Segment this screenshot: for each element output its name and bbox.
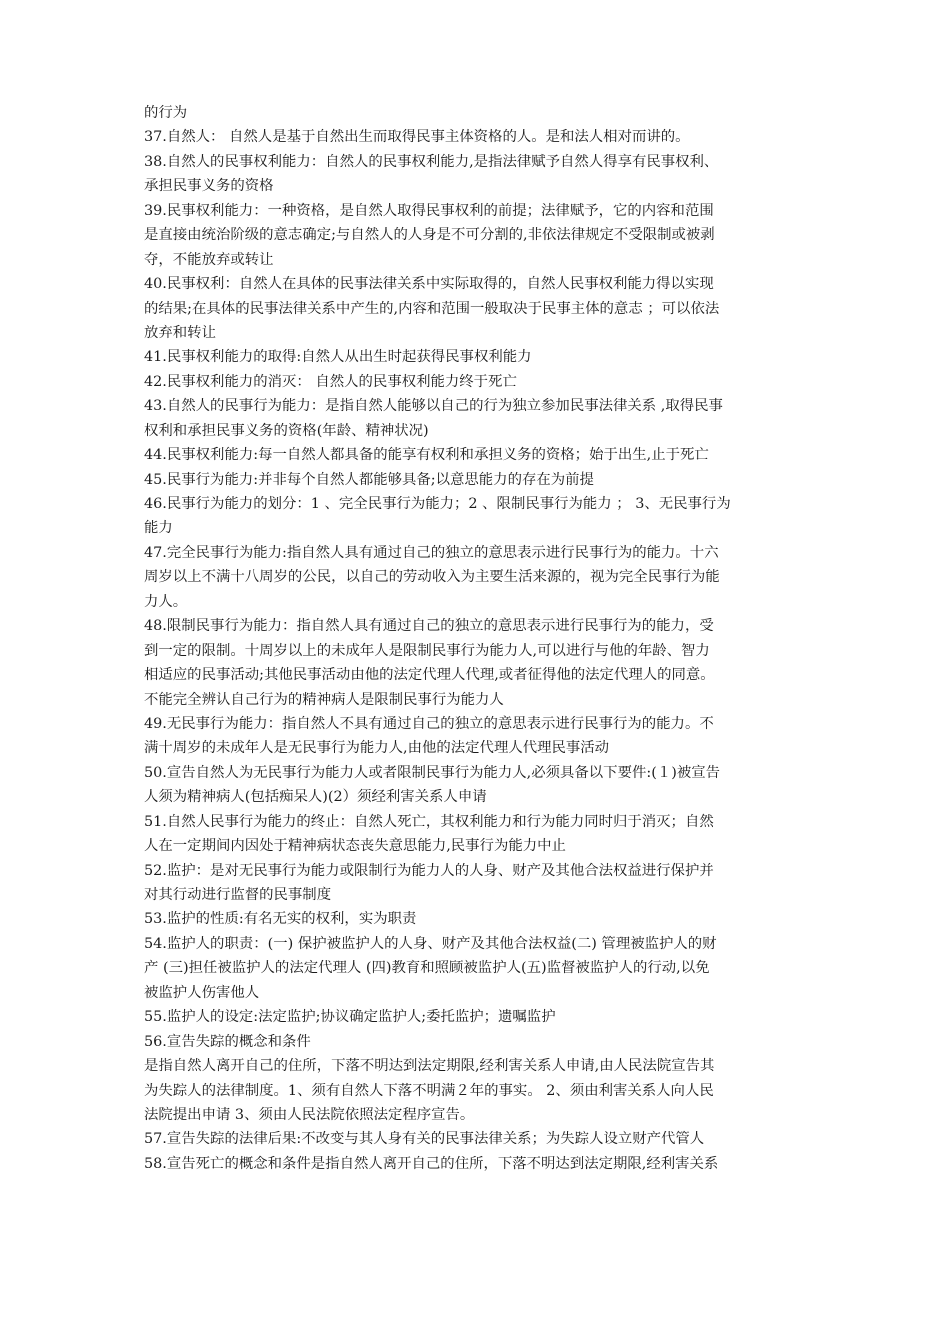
text-line: 47.完全民事行为能力:指自然人具有通过自己的独立的意思表示进行民事行为的能力。十六	[144, 544, 719, 561]
text-line: 52.监护：是对无民事行为能力或限制行为能力人的人身、财产及其他合法权益进行保护并	[144, 862, 714, 879]
text-line: 力人。	[144, 593, 188, 610]
text-line: 53.监护的性质:有名无实的权利，实为职责	[144, 911, 417, 928]
text-line: 周岁以上不满十八周岁的公民，以自己的劳动收入为主要生活来源的，视为完全民事行为能	[144, 569, 720, 586]
text-line: 50.宣告自然人为无民事行为能力人或者限制民事行为能力人,必须具备以下要件:(１)被宣告	[144, 764, 720, 781]
text-line: 对其行动进行监督的民事制度	[144, 887, 332, 903]
text-line: 不能完全辨认自己行为的精神病人是限制民事行为能力人	[144, 691, 504, 708]
text-line: 是直接由统治阶级的意志确定;与自然人的人身是不可分割的,非依法律规定不受限制或被剥	[144, 227, 715, 244]
text-line: 权利和承担民事义务的资格(年龄、精神状况)	[144, 422, 429, 439]
text-line: 49.无民事行为能力：指自然人不具有通过自己的独立的意思表示进行民事行为的能力。不	[144, 715, 714, 732]
text-line: 夺，不能放弃或转让	[144, 251, 274, 268]
text-line: 产 (三)担任被监护人的法定代理人 (四)教育和照顾被监护人(五)监督被监护人的行动,以免	[144, 960, 710, 977]
text-line: 的结果;在具体的民事法律关系中产生的,内容和范围一般取决于民事主体的意志 ；可以依法	[144, 300, 720, 317]
text-line: 48.限制民事行为能力：指自然人具有通过自己的独立的意思表示进行民事行为的能力，受	[144, 618, 714, 635]
text-line: 44.民事权利能力:每一自然人都具备的能享有权利和承担义务的资格；始于出生,止于死亡	[144, 447, 709, 464]
text-line: 42.民事权利能力的消灭： 自然人的民事权利能力终于死亡	[144, 373, 517, 390]
text-line: 法院提出申请 3、须由人民法院依照法定程序宣告。	[144, 1106, 475, 1123]
document-page	[144, 101, 810, 1176]
text-line: 45.民事行为能力:并非每个自然人都能够具备;以意思能力的存在为前提	[144, 471, 594, 488]
text-line: 41.民事权利能力的取得:自然人从出生时起获得民事权利能力	[144, 349, 532, 366]
text-line: 被监护人伤害他人	[144, 984, 260, 1001]
text-line: 满十周岁的未成年人是无民事行为能力人,由他的法定代理人代理民事活动	[144, 740, 610, 757]
text-line: 43.自然人的民事行为能力：是指自然人能够以自己的行为独立参加民事法律关系 ,取得民事	[144, 398, 723, 415]
text-line: 放弃和转让	[144, 324, 216, 341]
text-line: 人在一定期间内因处于精神病状态丧失意思能力,民事行为能力中止	[144, 838, 566, 855]
text-line: 56.宣告失踪的概念和条件	[144, 1033, 311, 1050]
text-line: 37.自然人： 自然人是基于自然出生而取得民事主体资格的人。是和法人相对而讲的。	[144, 129, 690, 146]
text-line: 人须为精神病人(包括痴呆人)(2）须经利害关系人申请	[144, 789, 487, 806]
text-line: 40.民事权利：自然人在具体的民事法律关系中实际取得的，自然人民事权利能力得以实现	[144, 276, 714, 293]
text-line: 为失踪人的法律制度。1、须有自然人下落不明满２年的事实。 2、须由利害关系人向人民	[144, 1082, 714, 1099]
text-line: 到一定的限制。十周岁以上的未成年人是限制民事行为能力人,可以进行与他的年龄、智力	[144, 642, 710, 659]
text-line: 的行为	[144, 105, 188, 121]
text-line: 58.宣告死亡的概念和条件是指自然人离开自己的住所，下落不明达到法定期限,经利害关系	[144, 1155, 719, 1172]
text-line: 57.宣告失踪的法律后果:不改变与其人身有关的民事法律关系；为失踪人设立财产代管人	[144, 1131, 705, 1148]
text-line: 能力	[144, 520, 173, 537]
text-line: 54.监护人的职责：(一) 保护被监护人的人身、财产及其他合法权益(二) 管理被监护人的财	[144, 935, 717, 952]
text-line: 51.自然人民事行为能力的终止：自然人死亡，其权利能力和行为能力同时归于消灭；自然	[144, 813, 714, 830]
text-line: 相适应的民事活动;其他民事活动由他的法定代理人代理,或者征得他的法定代理人的同意。	[144, 667, 715, 684]
text-line: 39.民事权利能力：一种资格，是自然人取得民事权利的前提；法律赋予，它的内容和范围	[144, 202, 714, 219]
text-line: 46.民事行为能力的划分：1 、完全民事行为能力；2 、限制民事行为能力 ； 3、无民事行为	[144, 496, 731, 512]
text-line: 38.自然人的民事权利能力：自然人的民事权利能力,是指法律赋予自然人得享有民事权利、	[144, 153, 719, 170]
text-line: 承担民事义务的资格	[144, 178, 274, 195]
text-line: 55.监护人的设定:法定监护;协议确定监护人;委托监护；遗嘱监护	[144, 1009, 556, 1026]
text-line: 是指自然人离开自己的住所，下落不明达到法定期限,经利害关系人申请,由人民法院宣告其	[144, 1058, 715, 1075]
